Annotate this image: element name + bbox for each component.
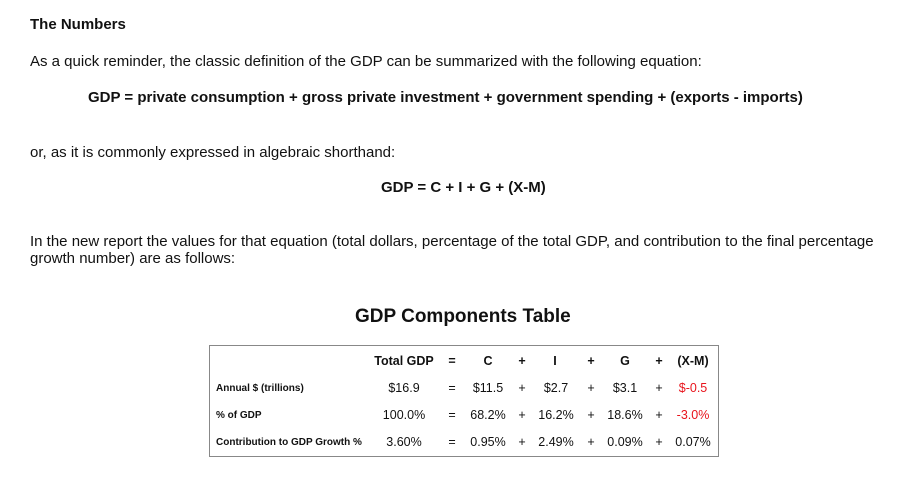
row-label-contribution: Contribution to GDP Growth % <box>216 437 362 448</box>
header-plus-2: + <box>587 354 595 368</box>
gdp-components-table <box>209 345 719 457</box>
contrib-plus-1: + <box>518 435 526 449</box>
gdp-equation-short: GDP = C + I + G + (X-M) <box>381 179 546 196</box>
contrib-plus-3: + <box>655 435 663 449</box>
annual-g: $3.1 <box>612 381 638 395</box>
pct-x-m: -3.0% <box>676 408 710 422</box>
header-plus-3: + <box>655 354 663 368</box>
pct-g: 18.6% <box>607 408 643 422</box>
contrib-total: 3.60% <box>386 435 422 449</box>
annual-c: $11.5 <box>472 381 504 395</box>
contrib-g: 0.09% <box>607 435 643 449</box>
header-c: C <box>483 354 493 368</box>
annual-plus-2: + <box>587 381 595 395</box>
pct-equals: = <box>448 408 456 422</box>
contrib-equals: = <box>448 435 456 449</box>
header-equals: = <box>448 354 456 368</box>
row-label-pct-gdp: % of GDP <box>216 410 262 421</box>
shorthand-intro-text: or, as it is commonly expressed in algebraic shorthand: <box>30 144 396 161</box>
header-x-m: (X-M) <box>677 354 709 368</box>
pct-i: 16.2% <box>538 408 574 422</box>
annual-plus-3: + <box>655 381 663 395</box>
pct-plus-2: + <box>587 408 595 422</box>
annual-i: $2.7 <box>543 381 569 395</box>
header-total-gdp: Total GDP <box>374 354 434 368</box>
annual-total: $16.9 <box>388 381 420 395</box>
pct-plus-1: + <box>518 408 526 422</box>
pct-plus-3: + <box>655 408 663 422</box>
intro-text: As a quick reminder, the classic definition of the GDP can be summarized with the following equation: <box>30 53 702 70</box>
contrib-x-m: 0.07% <box>675 435 711 449</box>
pct-total: 100.0% <box>382 408 426 422</box>
annual-x-m: $-0.5 <box>678 381 708 395</box>
table-title: GDP Components Table <box>355 306 571 327</box>
contrib-i: 2.49% <box>538 435 574 449</box>
pct-c: 68.2% <box>470 408 506 422</box>
gdp-equation-long: GDP = private consumption + gross private investment + government spending + (exports - imports) <box>88 89 803 106</box>
section-heading: The Numbers <box>30 16 126 33</box>
header-g: G <box>620 354 630 368</box>
header-plus-1: + <box>518 354 526 368</box>
contrib-plus-2: + <box>587 435 595 449</box>
annual-equals: = <box>448 381 456 395</box>
report-text: In the new report the values for that equation (total dollars, percentage of the total GDP, and contribution to the final percentage growth number) are as follows: <box>30 233 874 267</box>
contrib-c: 0.95% <box>470 435 506 449</box>
header-i: I <box>553 354 557 368</box>
annual-plus-1: + <box>518 381 526 395</box>
row-label-annual: Annual $ (trillions) <box>216 383 304 394</box>
